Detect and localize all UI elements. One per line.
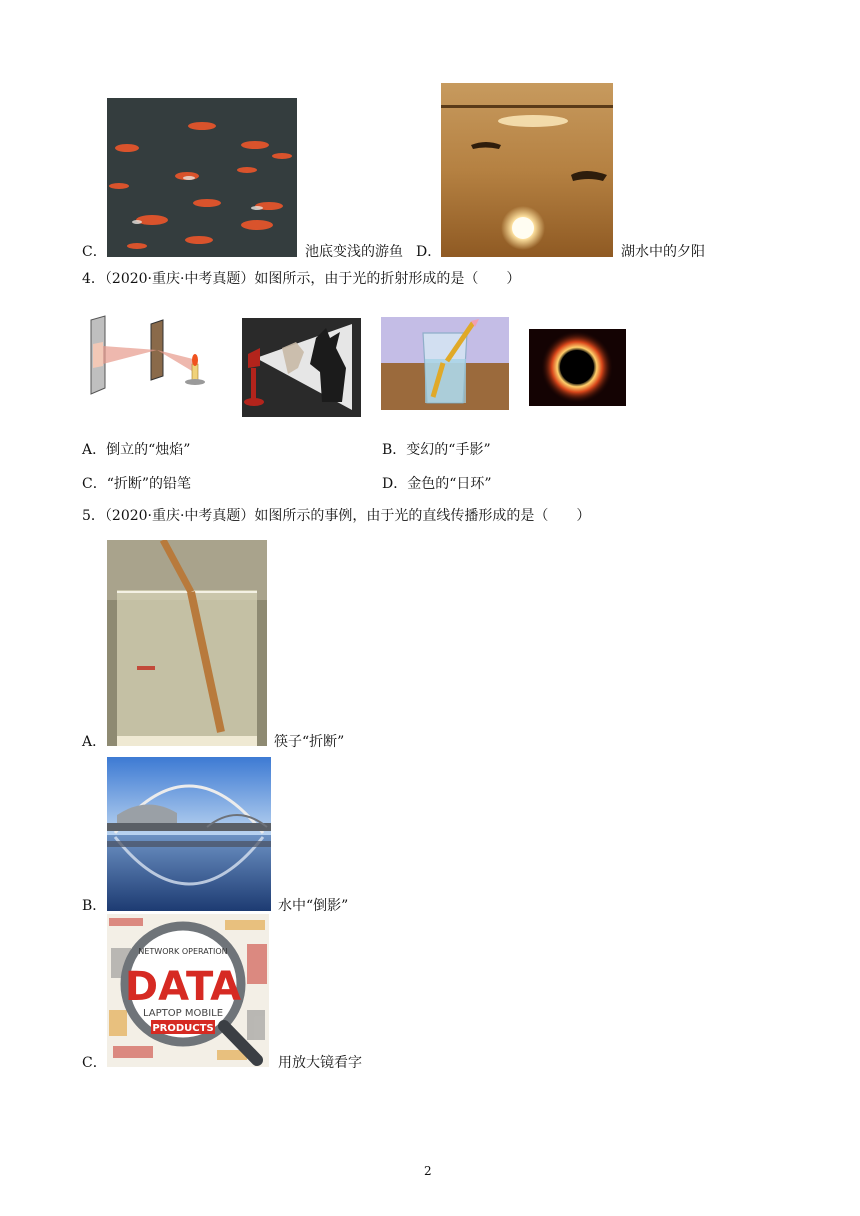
goldfish-pond-image [107,98,297,257]
q4-option-a: A．倒立的“烛焰” [82,442,191,458]
q5-option-b-letter: B． [82,898,107,914]
q4-option-c: C．“折断”的铅笔 [82,476,192,492]
q4-stem: 4．（2020·重庆·中考真题）如图所示，由于光的折射形成的是（ ） [82,271,521,287]
hand-shadow-image [242,318,361,417]
solar-eclipse-ring-image [529,329,626,406]
bridge-reflection-image [107,757,271,911]
magnifier-data-image [107,914,269,1067]
q3-option-c-letter: C． [82,244,107,260]
chopstick-in-water-image [107,540,267,746]
q5-option-c-caption: 用放大镜看字 [278,1055,362,1071]
lake-sunset-image [441,83,613,257]
q5-option-c-letter: C． [82,1055,107,1071]
q5-stem: 5．（2020·重庆·中考真题）如图所示的事例，由于光的直线传播形成的是（ ） [82,508,591,524]
q4-option-b: B．变幻的“手影” [382,442,491,458]
magnifier-bottom-text: LAPTOP MOBILE [142,1008,224,1019]
q5-option-b-caption: 水中“倒影” [278,898,349,914]
q3-option-d-letter: D． [416,244,442,260]
page-number: 2 [424,1164,432,1178]
pencil-in-glass-image [381,317,509,410]
magnifier-banner-text: PRODUCTS [152,1023,214,1034]
q3-option-d-caption: 湖水中的夕阳 [621,244,705,260]
magnifier-main-text: DATA [124,964,242,1010]
pinhole-candle-image [85,314,210,396]
q3-option-c-caption: 池底变浅的游鱼 [305,244,403,260]
q5-option-a-caption: 筷子“折断” [274,734,345,750]
magnifier-top-text: NETWORK OPERATION [138,947,228,956]
q5-option-a-letter: A． [82,734,107,750]
q4-option-d: D．金色的“日环” [382,476,492,492]
